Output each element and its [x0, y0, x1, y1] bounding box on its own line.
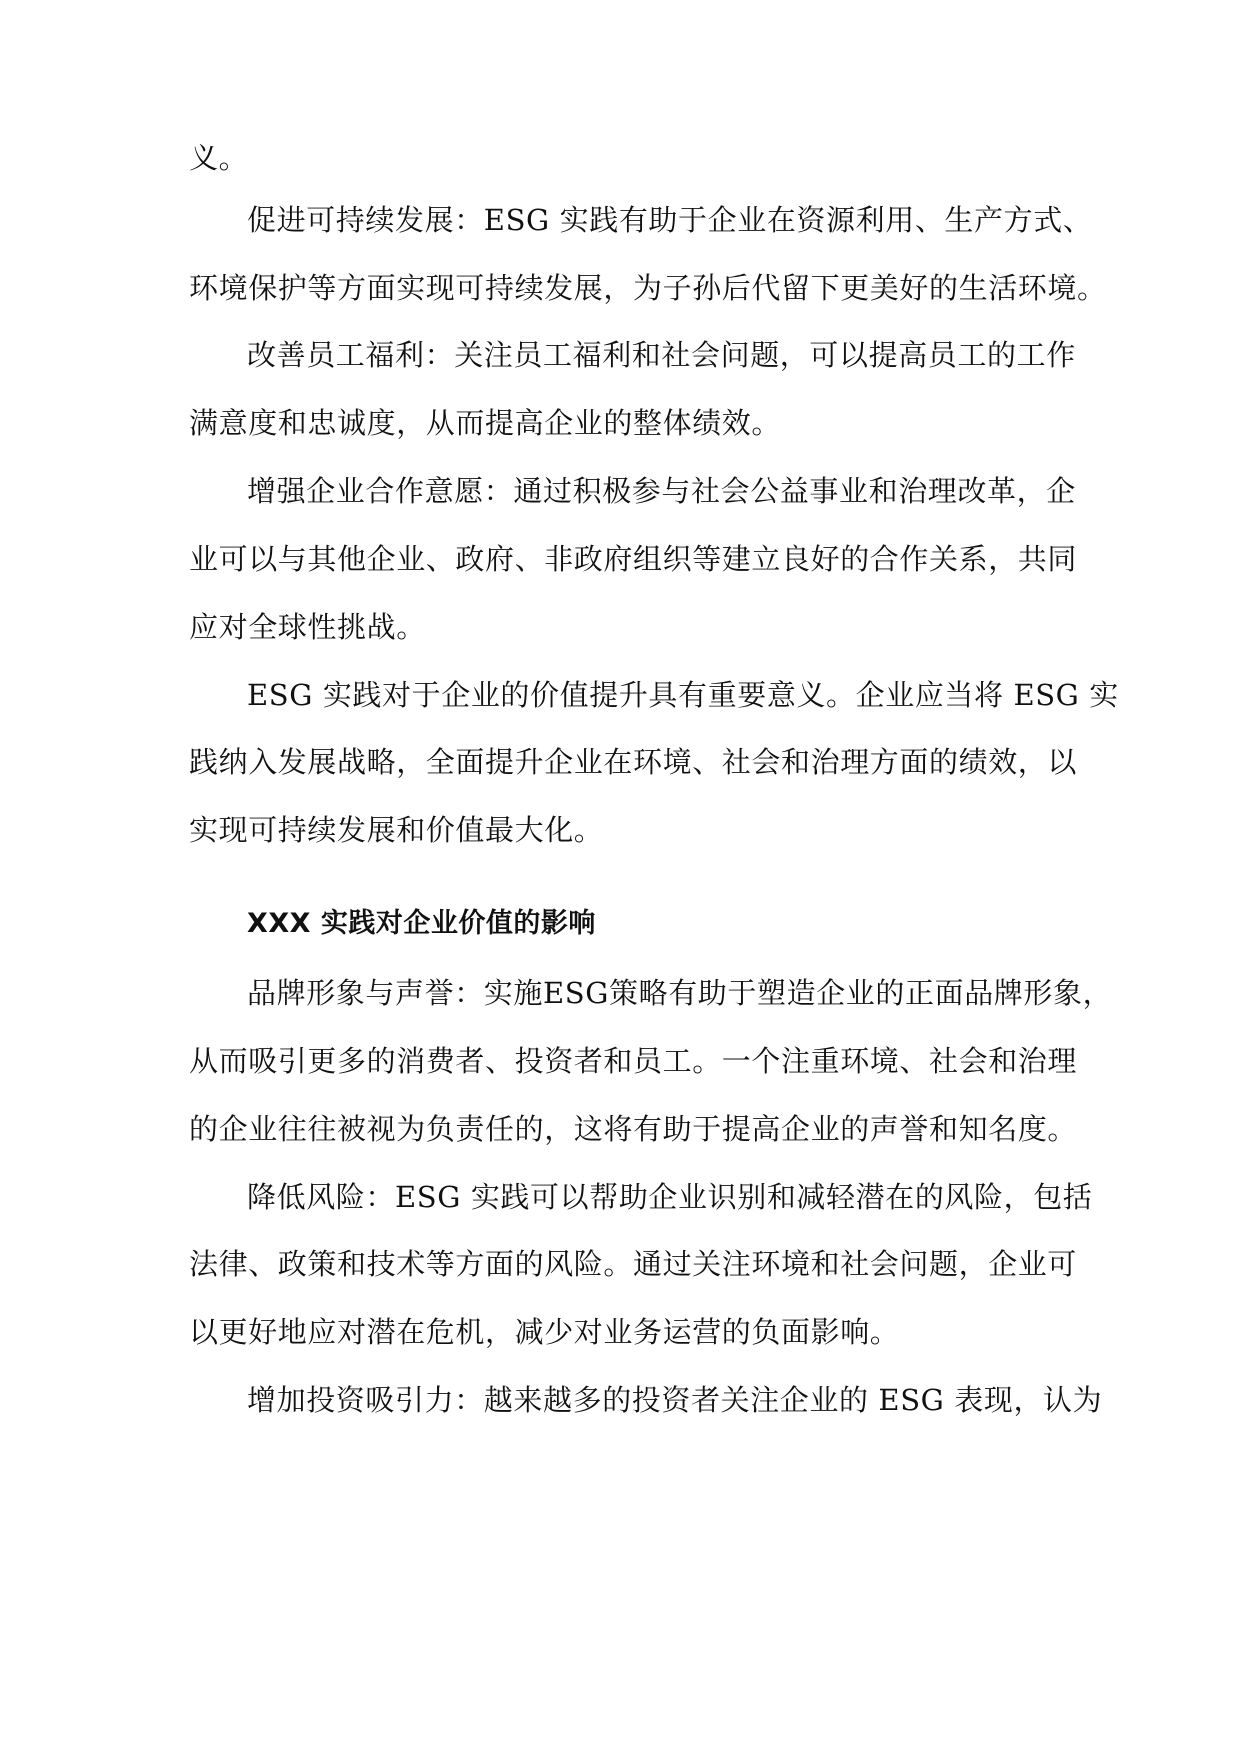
text-line: 践纳入发展战略，全面提升企业在环境、社会和治理方面的绩效，以: [189, 745, 1078, 779]
section-heading: XXX 实践对企业价值的影响: [247, 908, 596, 939]
text-line: 以更好地应对潜在危机，减少对业务运营的负面影响。: [189, 1315, 900, 1349]
paragraph-employee-welfare: 改善员工福利：关注员工福利和社会问题，可以提高员工的工作: [247, 338, 1076, 372]
text-line: 法律、政策和技术等方面的风险。通过关注环境和社会问题，企业可: [189, 1247, 1078, 1281]
text-line: 业可以与其他企业、政府、非政府组织等建立良好的合作关系，共同: [189, 542, 1078, 576]
text-line: 从而吸引更多的消费者、投资者和员工。一个注重环境、社会和治理: [189, 1044, 1078, 1078]
paragraph-cooperation: 增强企业合作意愿：通过积极参与社会公益事业和治理改革，企: [247, 474, 1076, 508]
text-line: 实现可持续发展和价值最大化。: [189, 813, 604, 847]
paragraph-investment-appeal: 增加投资吸引力：越来越多的投资者关注企业的 ESG 表现，认为: [247, 1383, 1103, 1417]
paragraph-brand-image: 品牌形象与声誉：实施ESG策略有助于塑造企业的正面品牌形象，: [247, 976, 1113, 1010]
paragraph-promote-sustainability: 促进可持续发展：ESG 实践有助于企业在资源利用、生产方式、: [247, 203, 1093, 237]
text-line: 的企业往往被视为负责任的，这将有助于提高企业的声誉和知名度。: [189, 1112, 1078, 1146]
text-line: 义。: [189, 141, 249, 175]
paragraph-conclusion: ESG 实践对于企业的价值提升具有重要意义。企业应当将 ESG 实: [247, 678, 1119, 712]
text-line: 环境保护等方面实现可持续发展，为子孙后代留下更美好的生活环境。: [189, 271, 1107, 305]
paragraph-reduce-risk: 降低风险：ESG 实践可以帮助企业识别和减轻潜在的风险，包括: [247, 1180, 1093, 1214]
text-line: 满意度和忠诚度，从而提高企业的整体绩效。: [189, 406, 782, 440]
text-line: 应对全球性挑战。: [189, 610, 426, 644]
